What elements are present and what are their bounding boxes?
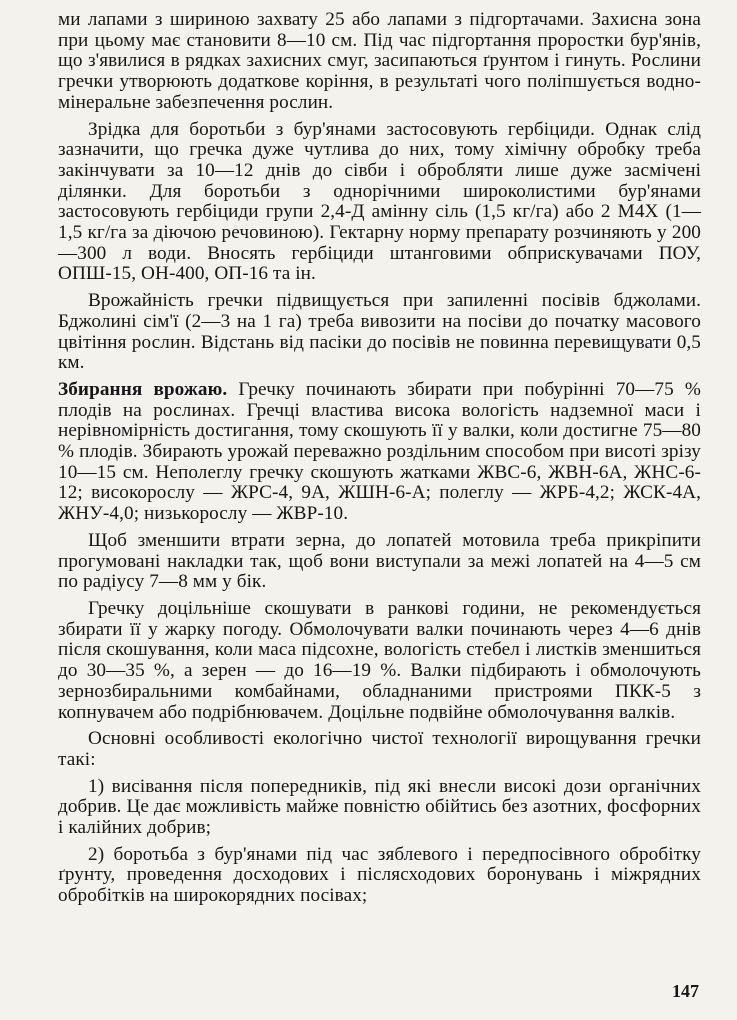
paragraph-text: Основні особливості екологічно чистої технології вирощування гречки такі: [58, 728, 701, 770]
paragraph-text: Гречку починають збирати при побурінні 70—75 % плодів на рослинах. Гречці властива висока вологість надземної маси і нерівномірність достигання, тому скошують її у валки, коли достигне 75—80 % плодів. Збирають урожай переважно роздільним способом при висоті зрізу 10—15 см. Неполеглу гречку скошують жатками ЖВС-6, ЖВН-6А, ЖНС-6-12; високорослу — ЖРС-4, 9А, ЖШН-6-А; полеглу — ЖРБ-4,2; ЖСК-4А, ЖНУ-4,0; низькорослу — ЖВР-10. [58, 378, 701, 525]
list-item-1 [58, 777, 701, 839]
list-item-text: 2) боротьба з бур'янами під час зяблевого і передпосівного обробітку ґрунту, проведення досходових і післясходових боронувань і міжрядних обробітків на широкорядних посівах; [58, 843, 701, 907]
paragraph-text: Щоб зменшити втрати зерна, до лопатей мотовила треба прикріпити прогумовані накладки так, щоб вони виступали за межі лопатей на 4—5 см по радіусу 7—8 мм у бік. [58, 529, 701, 593]
paragraph-mowing-time [58, 599, 701, 723]
paragraph-eco-features [58, 729, 701, 770]
paragraph-herbicides [58, 120, 701, 286]
paragraph-harvesting [58, 380, 701, 525]
paragraph-text: ми лапами з шириною захвату 25 або лапами з підгортачами. Захисна зона при цьому має становити 8—10 см. Під час підгортання проростки бур'янів, що з'явилися в рядках захисних смуг, засипаються ґрунтом і гинуть. Рослини гречки утворюють додаткове коріння, в результаті чого поліпшується водно-мінеральне забезпечення рослин. [58, 9, 701, 113]
list-item-2 [58, 845, 701, 907]
paragraph-protective-zone [58, 10, 701, 114]
paragraph-text: Гречку доцільніше скошувати в ранкові години, не рекомендується збирати її у жарку погоду. Обмолочувати валки починають через 4—6 днів після скошування, коли маса підсохне, вологість стебел і листків зменшиться до 30—35 %, а зерен — до 16—19 %. Валки підбирають і обмолочують зернозбиральними комбайнами, обладнаними пристроями ПКК-5 з копнувачем або подрібнювачем. Доцільне подвійне обмолочування валків. [58, 597, 701, 723]
section-heading-harvesting: Збирання врожаю. [58, 378, 228, 400]
paragraph-reel-pads [58, 531, 701, 593]
paragraph-pollination [58, 291, 701, 374]
paragraph-text: Зрідка для боротьби з бур'янами застосовують гербіциди. Однак слід зазначити, що гречка дуже чутлива до них, тому хімічну обробку треба закінчувати за 10—12 днів до сівби і обробляти лише дуже засмічені ділянки. Для боротьби з однорічними широколистими бур'янами застосовують гербіциди групи 2,4-Д амінну сіль (1,5 кг/га) або 2 М4Х (1—1,5 кг/га за діючою речовиною). Гектарну норму препарату розчиняють у 200—300 л води. Вносять гербіциди штанговими обприскувачами ПОУ, ОПШ-15, ОН-400, ОП-16 та ін. [58, 118, 701, 285]
paragraph-text: Врожайність гречки підвищується при запиленні посівів бджолами. Бджолині сім'ї (2—3 на 1 га) треба вивозити на посіви до початку масового цвітіння рослин. Відстань від пасіки до посівів не повинна перевищувати 0,5 км. [58, 290, 701, 374]
list-item-text: 1) висівання після попередників, під які внесли високі дози органічних добрив. Це дає можливість майже повністю обійтись без азотних, фосфорних і калійних добрив; [58, 775, 701, 839]
page-number: 147 [672, 981, 699, 1001]
